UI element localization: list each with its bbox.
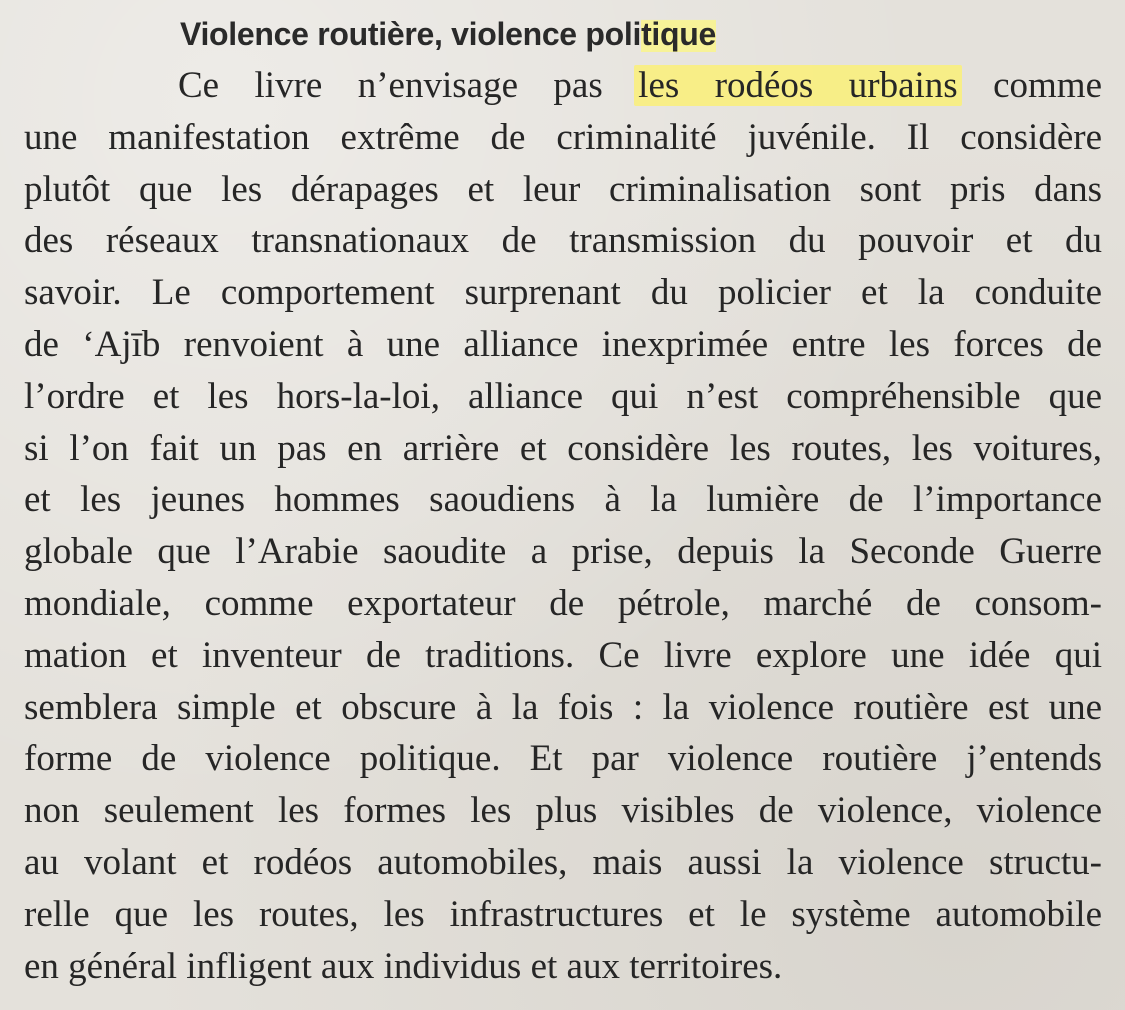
paragraph-line-1 <box>24 60 1102 112</box>
section-heading <box>180 14 716 54</box>
section-heading-text: Violence routière, violence poli <box>180 16 642 52</box>
paragraph-line: globale que l’Arabie saoudite a prise, depuis la Seconde Guerre <box>24 531 1102 573</box>
paragraph-line: si l’on fait un pas en arrière et considère les routes, les voitures, <box>24 427 1102 469</box>
highlighted-phrase: les rodéos urbains <box>634 65 962 106</box>
paragraph-line-1-end: comme <box>993 65 1103 106</box>
paragraph <box>24 60 1102 992</box>
paragraph-line: au volant et rodéos automobiles, mais aussi la violence structu- <box>24 841 1102 883</box>
paragraph-line-1-start: Ce livre n’envisage pas <box>178 65 603 106</box>
paragraph-line: et les jeunes hommes saoudiens à la lumière de l’importance <box>24 479 1102 521</box>
paragraph-line: de ‘Ajīb renvoient à une alliance inexprimée entre les forces de <box>24 323 1102 365</box>
paragraph-line: des réseaux transnationaux de transmission du pouvoir et du <box>24 220 1102 262</box>
paragraph-line-last: en général infligent aux individus et aux territoires. <box>24 945 783 987</box>
paragraph-line: forme de violence politique. Et par violence routière j’entends <box>24 738 1102 780</box>
paragraph-line: mondiale, comme exportateur de pétrole, marché de consom- <box>24 582 1102 624</box>
paragraph-line: non seulement les formes les plus visibles de violence, violence <box>24 790 1102 832</box>
paragraph-line: relle que les routes, les infrastructures et le système automobile <box>24 893 1102 935</box>
section-heading-highlighted-text: tique <box>641 16 717 52</box>
paragraph-line: semblera simple et obscure à la fois : la violence routière est une <box>24 686 1102 728</box>
paragraph-line: mation et inventeur de traditions. Ce livre explore une idée qui <box>24 634 1102 676</box>
paragraph-line: plutôt que les dérapages et leur criminalisation sont pris dans <box>24 168 1102 210</box>
paragraph-line: l’ordre et les hors-la-loi, alliance qui n’est compréhensible que <box>24 375 1102 417</box>
paragraph-line: savoir. Le comportement surprenant du policier et la conduite <box>24 272 1102 314</box>
paragraph-line: une manifestation extrême de criminalité juvénile. Il considère <box>24 116 1102 158</box>
